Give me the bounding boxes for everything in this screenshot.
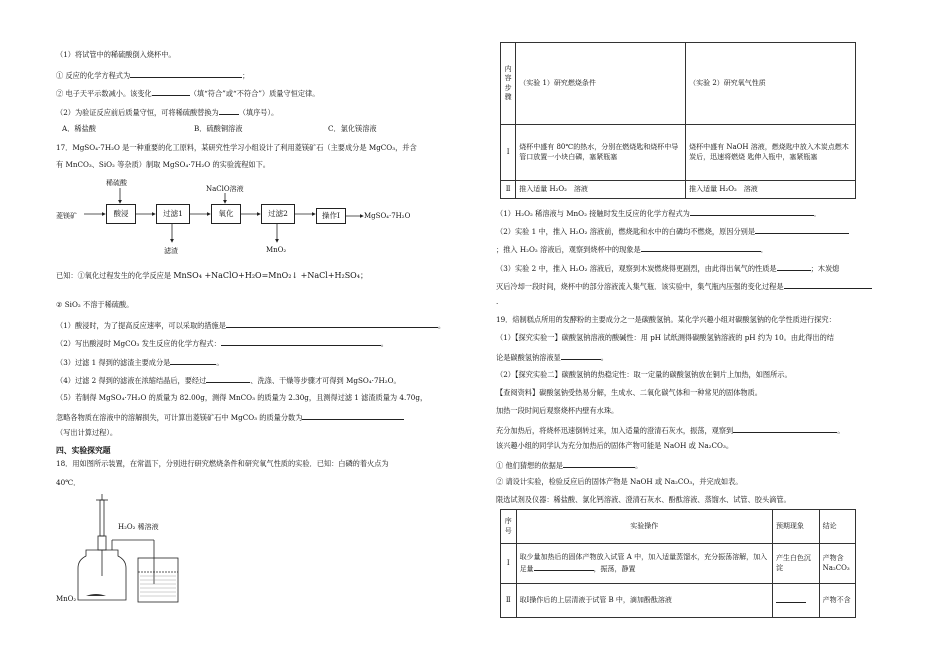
flow-product: MgSO₄·7H₂O <box>364 212 411 220</box>
table2-head-no: 序号 <box>501 510 517 544</box>
table2-head-operation: 实验操作 <box>516 510 772 544</box>
flow-box-leach: 酸浸 <box>106 204 136 224</box>
answer-blank[interactable] <box>206 375 250 383</box>
answer-blank[interactable] <box>690 208 814 216</box>
q18-part2-line1: （2）实验 1 中，推入 H₂O₂ 溶液前，燃烧匙和水中的白磷均不燃烧，原因分别是 <box>496 226 849 235</box>
table-cell-exp1-step1: 烧杯中盛有 80℃的热水，分别在燃烧匙和烧杯中导 管口放置一小块白磷，塞紧瓶塞 <box>516 125 686 181</box>
q19-exp2: （2）【探究实验二】碳酸氢钠的热稳定性：取一定量的碳酸氢钠放在铜片上加热，如图所示。 <box>496 370 792 379</box>
answer-blank[interactable] <box>561 352 601 360</box>
answer-blank[interactable] <box>219 107 239 115</box>
flow-residue: 滤渣 <box>164 247 178 255</box>
option-b: B．硫酸铜溶液 <box>194 124 243 133</box>
apparatus-figure <box>56 492 186 610</box>
flow-arrows <box>56 176 474 261</box>
option-a: A．稀盐酸 <box>62 124 96 133</box>
q19-stem: 19．焙制糕点所用的发酵粉的主要成分之一是碳酸氢钠。某化学兴趣小组对碳酸氢钠的化学性质进行探究： <box>496 315 836 324</box>
q17-stem-line1: 17．MgSO₄·7H₂O 是一种重要的化工原料，某研究性学习小组设计了利用菱镁矿石（主要成分是 MgCO₃，并含 <box>56 143 417 152</box>
option-c: C．氯化镁溶液 <box>328 124 377 133</box>
table-cell-exp2-step2: 推入适量 H₂O₂ 溶液 <box>686 181 856 199</box>
answer-blank[interactable] <box>302 412 404 420</box>
label-h2o2: H₂O₂ 稀溶液 <box>118 523 159 531</box>
table-cell-exp2-step1: 烧杯中盛有 NaOH 溶液，燃烧匙中放入木炭点燃木炭后，迅速将燃烧 匙伸入瓶中，塞紧瓶塞 <box>686 125 856 181</box>
q19-observation: 加热一段时间后观察烧杯内壁有水珠。 <box>496 406 619 415</box>
table2-row2-conclusion: 产物不含 <box>819 584 855 618</box>
q16-part2: （2）为验证反应前后质量守恒，可将稀硫酸替换为 （填序号）。 <box>56 108 279 117</box>
table-head-exp1: （实验 1）研究燃烧条件 <box>516 43 686 125</box>
flow-raw-material: 菱镁矿 <box>56 212 77 220</box>
q17-part5-line1: （5）若制得 MgSO₄·7H₂O 的质量为 82.00g，测得 MnCO₃ 的质量为 2.30g，且测得过滤 1 滤渣质量为 4.70g， <box>56 393 428 402</box>
flow-box-filter2: 过滤2 <box>261 204 295 224</box>
answer-blank[interactable] <box>733 425 837 433</box>
table2-row2-no: Ⅱ <box>501 584 517 618</box>
known-condition-2: ② SiO₂ 不溶于稀硫酸。 <box>56 300 134 309</box>
section-heading: 四、实验探究题 <box>56 446 111 455</box>
answer-blank[interactable] <box>777 263 811 271</box>
process-flow-diagram <box>56 176 474 261</box>
table2-row1-no: Ⅰ <box>501 544 517 584</box>
table2-row1-conclusion: 产物含 Na₂CO₃ <box>819 544 855 584</box>
q17-part3: （3）过滤 1 得到的滤渣主要成分是 。 <box>56 358 224 367</box>
table-head-steps: 内容步骤 <box>501 43 516 125</box>
reaction-equation: MnSO₄ +NaClO+H₂O=MnO₂↓ +NaCl+H₂SO₄； <box>173 271 368 280</box>
q16-part1a: ① 反应的化学方程式为 ； <box>56 71 250 80</box>
table2-row2-phenomenon <box>772 584 819 618</box>
q19-exp1-line2: 论是碳酸氢钠溶液显 。 <box>496 353 608 362</box>
answer-blank[interactable] <box>534 563 594 571</box>
answer-blank[interactable] <box>776 595 806 603</box>
table2-head-conclusion: 结论 <box>819 510 855 544</box>
flow-box-operation: 操作I <box>316 208 346 224</box>
q17-part2: （2）写出酸浸时 MgCO₃ 发生反应的化学方程式： 。 <box>56 339 388 348</box>
apparatus-drawing <box>56 492 186 610</box>
q17-stem-line2: 有 MnCO₃、SiO₂ 等杂质）制取 MgSO₄·7H₂O 的实验流程如下。 <box>56 160 270 169</box>
q18-stem-line2: 40℃． <box>56 478 81 487</box>
table-step-1: Ⅰ <box>501 125 516 181</box>
q18-stem-line1: 18．用如图所示装置，在常温下，分别进行研究燃烧条件和研究氧气性质的实验．已知：白磷的着火点为 <box>56 459 389 468</box>
verification-table <box>500 509 856 618</box>
q17-part5-line2: 忽略各物质在溶液中的溶解损失，可计算出菱镁矿石中 MgCO₃ 的质量分数为 <box>56 412 404 421</box>
answer-blank[interactable] <box>641 244 761 252</box>
table2-row2-operation: 取Ⅰ操作后的上层清液于试管 B 中，滴加酚酞溶液 <box>516 584 772 618</box>
label-mno2: MnO₂ <box>56 595 77 603</box>
answer-blank[interactable] <box>221 338 381 346</box>
table-cell-exp1-step2: 推入适量 H₂O₂ 溶液 <box>516 181 686 199</box>
q18-part2-line2: ；推入 H₂O₂ 溶液后，观察到烧杯中的现象是 ． <box>496 245 768 254</box>
q18-part1: （1）H₂O₂ 稀溶液与 MnO₂ 接触时发生反应的化学方程式为 ． <box>496 209 822 218</box>
q19-reference: 【查阅资料】碳酸氢钠受热易分解，生成水、二氧化碳气体和一种常见的固体物质。 <box>496 388 762 397</box>
q16-part1b: ② 电子天平示数减小。该变化 （填“符合”或“不符合”）质量守恒定律。 <box>56 89 320 98</box>
q19-limewater: 充分加热后，将烧杯迅速倒转过来，加入适量的澄清石灰水，振荡，观察到 。 <box>496 426 845 435</box>
answer-blank[interactable] <box>170 357 216 365</box>
q17-part5-line3: （写出计算过程）。 <box>56 428 118 437</box>
q19-hypothesis: 该兴趣小组的同学认为充分加热后的固体产物可能是 NaOH 或 Na₂CO₃。 <box>496 441 734 450</box>
table-step-2: Ⅱ <box>501 181 516 199</box>
known-condition-1: 已知：①氧化过程发生的化学反应是 MnSO₄ +NaClO+H₂O=MnO₂↓ +NaCl+H₂SO₄； <box>56 271 368 280</box>
answer-blank[interactable] <box>152 88 190 96</box>
q17-part4: （4）过滤 2 得到的滤液在浓缩结晶后，要经过 、洗涤、干燥等步骤才可得到 MgSO₄·7H₂O。 <box>56 376 401 385</box>
flow-box-filter1: 过滤1 <box>156 204 190 224</box>
trailing-period: . <box>496 297 499 306</box>
q16-part1: （1）将试管中的稀硫酸倒入烧杯中。 <box>56 50 176 59</box>
answer-blank[interactable] <box>226 320 438 328</box>
answer-blank[interactable] <box>755 226 849 234</box>
q18-part3-line1: （3）实验 2 中，推入 H₂O₂ 溶液后，观察到木炭燃烧得更剧烈，由此得出氧气的性质是 ；木炭熄 <box>496 264 840 273</box>
table-head-exp2: （实验 2）研究氧气性质 <box>686 43 856 125</box>
q17-part1: （1）酸浸时，为了提高反应速率，可以采取的措施是 。 <box>56 321 446 330</box>
flow-oxidant-label: NaClO溶液 <box>206 185 244 193</box>
q19-exp1-line1: （1）【探究实验一】碳酸氢钠溶液的酸碱性：用 pH 试纸测得碳酸氢钠溶液的 pH 约为 10。由此得出的结 <box>496 333 834 342</box>
table2-head-phenomenon: 预期现象 <box>772 510 819 544</box>
answer-blank[interactable] <box>563 460 635 468</box>
q18-part3-line2: 灭后冷却一段时间，烧杯中的部分溶液流入集气瓶．该实验中，集气瓶内压强的变化过程是 <box>496 281 872 290</box>
flow-box-oxidize: 氧化 <box>211 204 241 224</box>
q19-reagents: 限选试剂及仪器：稀盐酸、氯化钙溶液、澄清石灰水、酚酞溶液、蒸馏水、试管、胶头滴管。 <box>496 495 791 504</box>
q19-basis: ① 他们猜想的依据是 。 <box>496 461 643 470</box>
flow-mno2: MnO₂ <box>266 246 287 254</box>
table2-row1-operation: 取少量加热后的固体产物放入试管 A 中，加入适量蒸馏水，充分振荡溶解，加入足量 ，振荡，静置 <box>516 544 772 584</box>
experiment-table <box>500 42 856 199</box>
table2-row1-phenomenon: 产生白色沉淀 <box>772 544 819 584</box>
flow-acid-label: 稀硫酸 <box>106 179 127 187</box>
answer-blank[interactable] <box>130 70 242 78</box>
q19-design: ② 请设计实验，检验反应后的固体产物是 NaOH 或 Na₂CO₃，并完成如表。 <box>496 477 743 486</box>
answer-blank[interactable] <box>784 281 872 289</box>
